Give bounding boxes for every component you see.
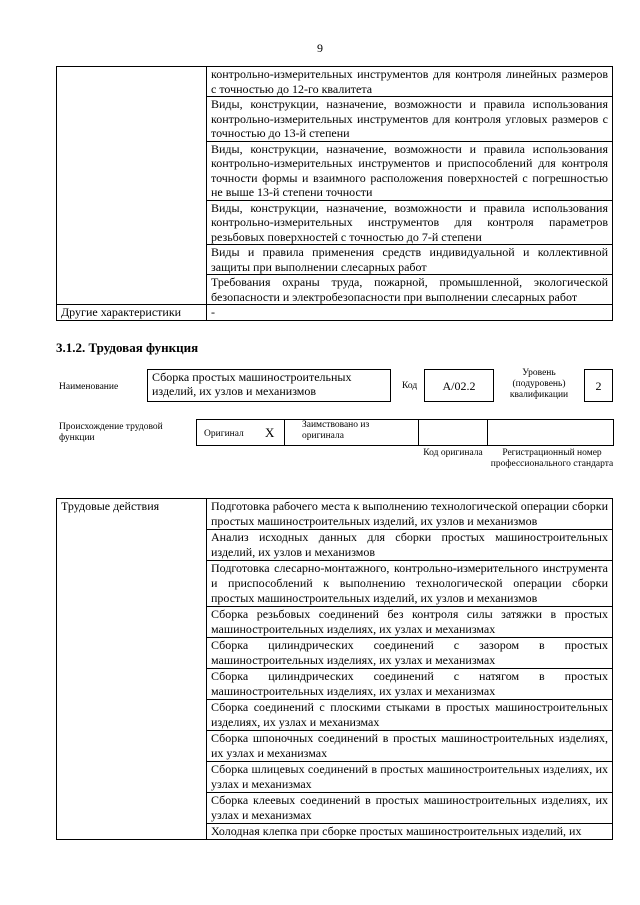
- knowledge-cell: Виды, конструкции, назначение, возможности и правила использования контрольно-измерительных инструментов для контроля угловых размеров с точностью до 13-й степени: [207, 97, 613, 142]
- labor-action-item: Подготовка рабочего места к выполнению технологической операции сборки простых машиностроительных изделий, их узлов и механизмов: [207, 499, 613, 530]
- labor-actions-table: [56, 498, 613, 840]
- code-box: [424, 369, 494, 402]
- knowledge-cell: Виды и правила применения средств индивидуальной и коллективной защиты при выполнении слесарных работ: [207, 245, 613, 275]
- registration-number-caption: Регистрационный номер профессионального стандарта: [490, 448, 614, 469]
- qualification-level-value: 2: [595, 379, 602, 393]
- origin-divider: [284, 420, 285, 445]
- labor-action-item: Сборка соединений с плоскими стыками в простых машиностроительных изделиях, их узлах и механизмах: [207, 700, 613, 731]
- origin-label: Происхождение трудовой функции: [59, 422, 163, 443]
- labor-action-item: Анализ исходных данных для сборки простых машиностроительных изделий, их узлов и механизмов: [207, 530, 613, 561]
- other-characteristics-label: Другие характеристики: [57, 305, 207, 321]
- qualification-level-box: [584, 369, 613, 402]
- borrowed-label: Заимствовано из оригинала: [302, 420, 370, 441]
- labor-action-item: Холодная клепка при сборке простых машиностроительных изделий, их: [207, 824, 613, 840]
- table-row: [57, 67, 613, 97]
- table-row: [57, 499, 613, 530]
- name-label: Наименование: [59, 382, 119, 392]
- code-label: Код: [402, 381, 418, 391]
- page-number: 9: [317, 41, 323, 55]
- original-mark: X: [265, 425, 275, 440]
- empty-label-cell: [57, 67, 207, 305]
- original-code-caption: Код оригинала: [423, 448, 483, 458]
- labor-action-item: Сборка шлицевых соединений в простых машиностроительных изделиях, их узлах и механизмах: [207, 762, 613, 793]
- labor-action-item: Сборка резьбовых соединений без контроля силы затяжки в простых машиностроительных изделиях, их узлах и механизмах: [207, 607, 613, 638]
- labor-action-item: Сборка цилиндрических соединений с зазором в простых машиностроительных изделиях, их узлах и механизмах: [207, 638, 613, 669]
- knowledge-table: [56, 66, 613, 321]
- function-name-value: Сборка простых машиностроительных изделий, их узлов и механизмов: [152, 370, 352, 398]
- labor-actions-label: Трудовые действия: [57, 499, 207, 840]
- origin-divider: [418, 420, 419, 445]
- origin-divider: [487, 420, 488, 445]
- knowledge-cell: Требования охраны труда, пожарной, промышленной, экологической безопасности и электробезопасности при выполнении слесарных работ: [207, 275, 613, 305]
- knowledge-cell: Виды, конструкции, назначение, возможности и правила использования контрольно-измерительных инструментов и приспособлений для контроля точности формы и взаимного расположения поверхностей с погрешностью не выше 13-й степени точности: [207, 141, 613, 200]
- function-name-box: [147, 369, 391, 402]
- code-value: A/02.2: [442, 379, 476, 393]
- knowledge-cell: контрольно-измерительных инструментов для контроля линейных размеров с точностью до 12-го квалитета: [207, 67, 613, 97]
- original-label: Оригинал: [204, 429, 244, 439]
- labor-action-item: Сборка цилиндрических соединений с натягом в простых машиностроительных изделиях, их узлах и механизмах: [207, 669, 613, 700]
- section-heading: 3.1.2. Трудовая функция: [56, 340, 199, 355]
- table-row: [57, 305, 613, 321]
- qualification-level-label: Уровень (подуровень) квалификации: [509, 368, 569, 400]
- knowledge-cell: Виды, конструкции, назначение, возможности и правила использования контрольно-измерительных инструментов для контроля параметров резьбовых поверхностей с точностью до 7-й степени: [207, 200, 613, 245]
- other-characteristics-value: -: [207, 305, 613, 321]
- labor-action-item: Сборка клеевых соединений в простых машиностроительных изделиях, их узлах и механизмах: [207, 793, 613, 824]
- labor-action-item: Сборка шпоночных соединений в простых машиностроительных изделиях, их узлах и механизмах: [207, 731, 613, 762]
- labor-action-item: Подготовка слесарно-монтажного, контрольно-измерительного инструмента и приспособлений к выполнению технологической операции сборки простых машиностроительных изделий, их узлов и механизмов: [207, 561, 613, 607]
